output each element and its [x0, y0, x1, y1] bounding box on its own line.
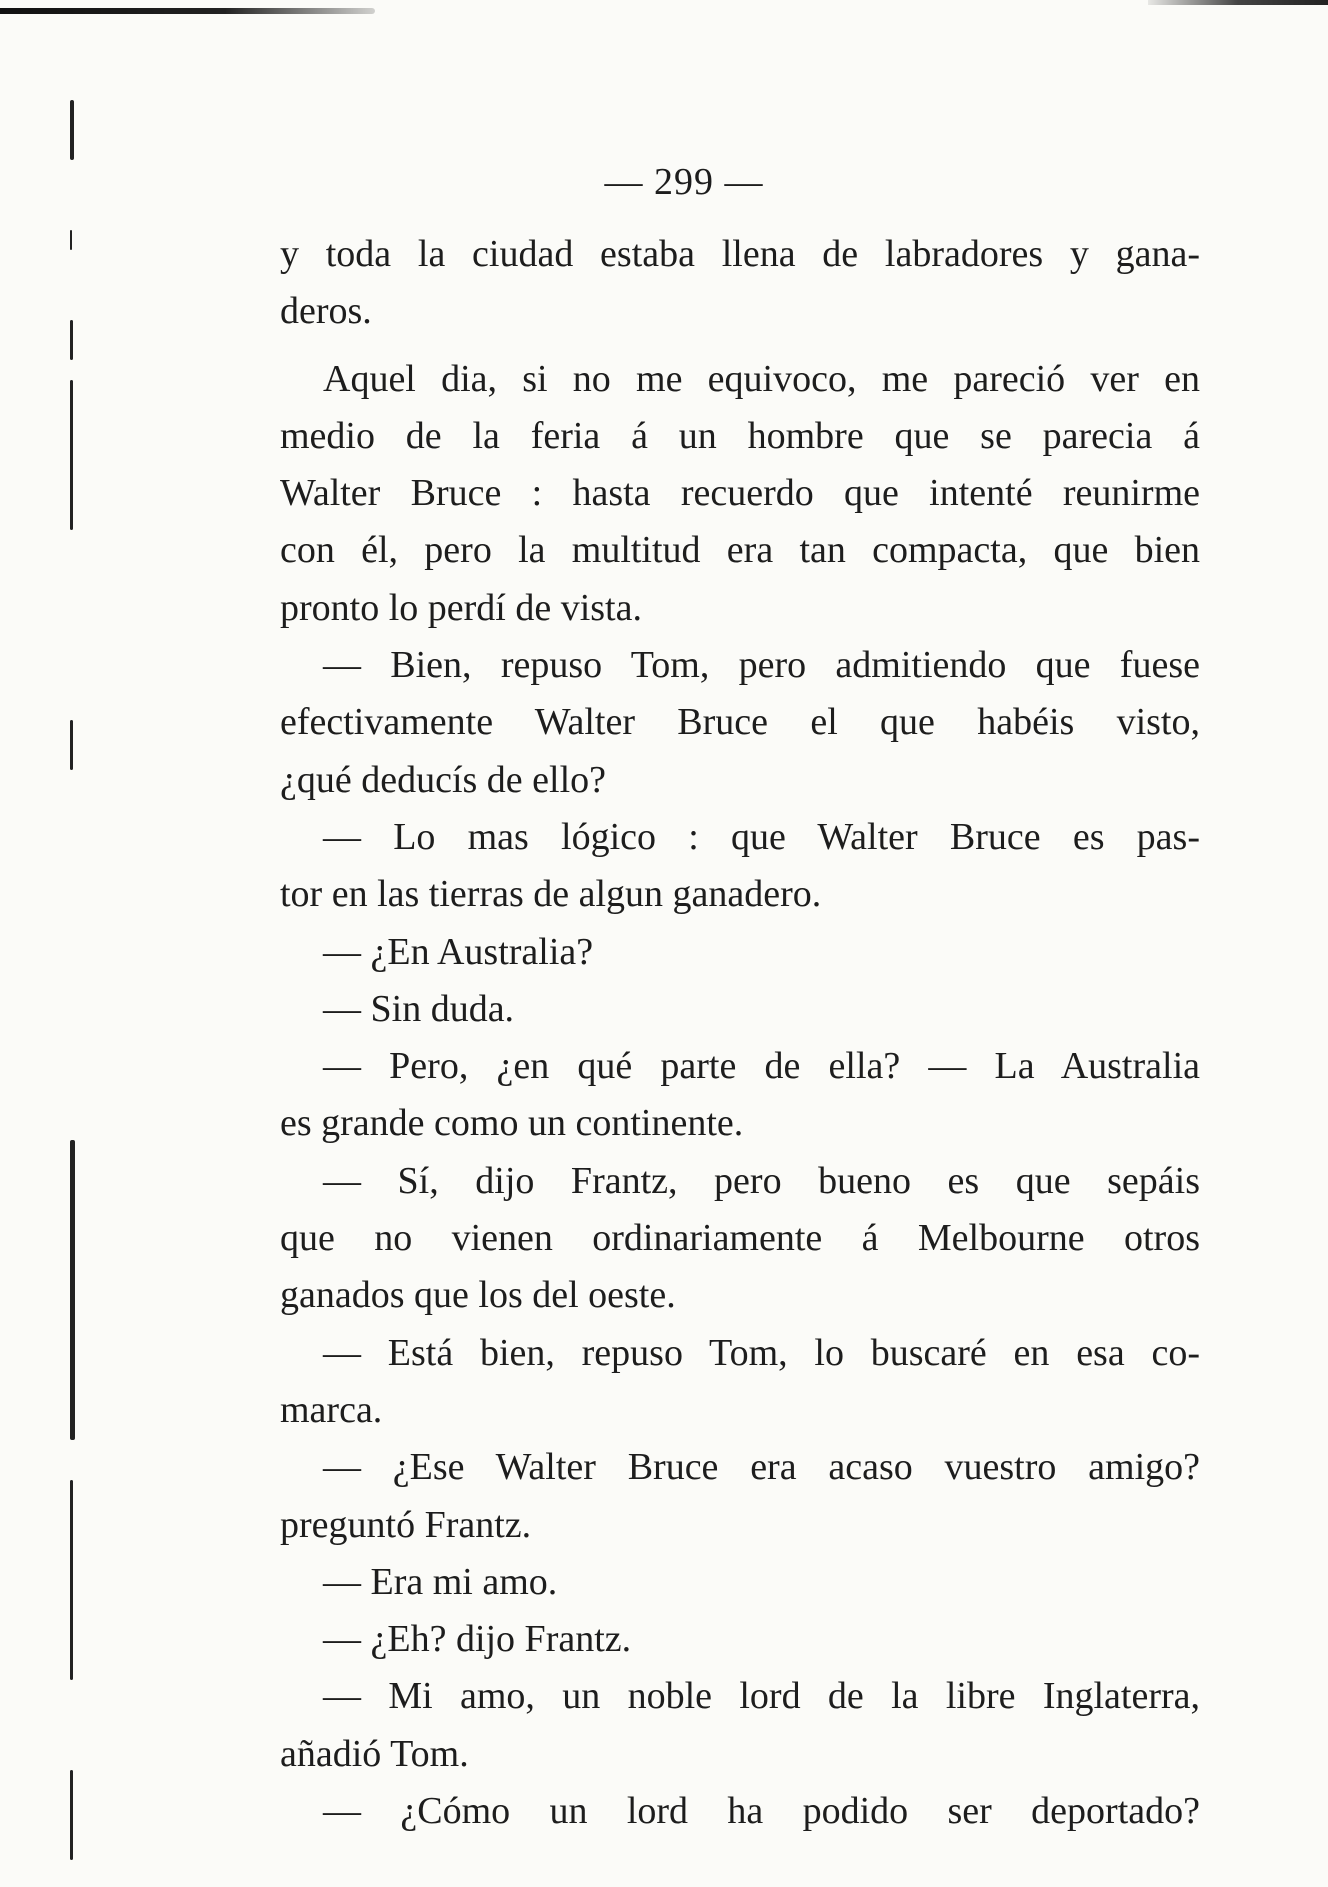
- text-line: efectivamente Walter Bruce el que habéis visto,: [280, 701, 1200, 744]
- text-line: y toda la ciudad estaba llena de labradores y gana-: [280, 233, 1200, 275]
- text-line: ¿qué deducís de ello?: [280, 758, 607, 801]
- page-number: — 299 —: [604, 161, 764, 203]
- text-line: — Pero, ¿en qué parte de ella? — La Australia: [323, 1045, 1200, 1088]
- binding-mark: [70, 100, 74, 160]
- binding-mark: [70, 1480, 73, 1680]
- text-line: — Está bien, repuso Tom, lo buscaré en esa co-: [323, 1331, 1200, 1374]
- binding-mark: [70, 720, 73, 770]
- text-line: — ¿Ese Walter Bruce era acaso vuestro amigo?: [323, 1446, 1200, 1489]
- text-line: deros.: [280, 290, 372, 333]
- text-line: es grande como un continente.: [280, 1102, 744, 1145]
- text-line: — Bien, repuso Tom, pero admitiendo que fuese: [323, 644, 1200, 687]
- top-rule-right: [1148, 0, 1328, 5]
- text-line: — Mi amo, un noble lord de la libre Inglaterra,: [323, 1675, 1200, 1718]
- text-line: añadió Tom.: [280, 1732, 469, 1775]
- text-line: — ¿Eh? dijo Frantz.: [323, 1618, 632, 1661]
- binding-mark: [70, 320, 73, 360]
- text-line: — ¿En Australia?: [323, 930, 594, 973]
- text-line: — Sin duda.: [323, 987, 515, 1030]
- text-line: preguntó Frantz.: [280, 1503, 532, 1546]
- binding-mark: [70, 1140, 75, 1440]
- text-line: tor en las tierras de algun ganadero.: [280, 873, 822, 916]
- top-rule: [0, 8, 375, 14]
- binding-gutter: [58, 80, 88, 1880]
- text-line: — Lo mas lógico : que Walter Bruce es pas-: [323, 815, 1200, 858]
- text-line: con él, pero la multitud era tan compacta, que bien: [280, 529, 1200, 572]
- text-line: que no vienen ordinariamente á Melbourne otros: [280, 1217, 1200, 1260]
- text-line: pronto lo perdí de vista.: [280, 586, 642, 629]
- text-line: — ¿Cómo un lord ha podido ser deportado?: [323, 1790, 1200, 1833]
- binding-mark: [70, 1770, 73, 1860]
- text-line: Walter Bruce : hasta recuerdo que intenté reunirme: [280, 472, 1200, 515]
- text-line: — Sí, dijo Frantz, pero bueno es que sepáis: [323, 1159, 1200, 1202]
- text-line: — Era mi amo.: [323, 1560, 558, 1603]
- text-line: Aquel dia, si no me equivoco, me pareció ver en: [323, 357, 1200, 400]
- text-line: medio de la feria á un hombre que se parecia á: [280, 414, 1200, 457]
- body-text: [280, 226, 1200, 1840]
- text-line: ganados que los del oeste.: [280, 1274, 676, 1317]
- binding-mark: [70, 380, 73, 530]
- binding-mark: [70, 230, 72, 250]
- text-line: marca.: [280, 1388, 383, 1431]
